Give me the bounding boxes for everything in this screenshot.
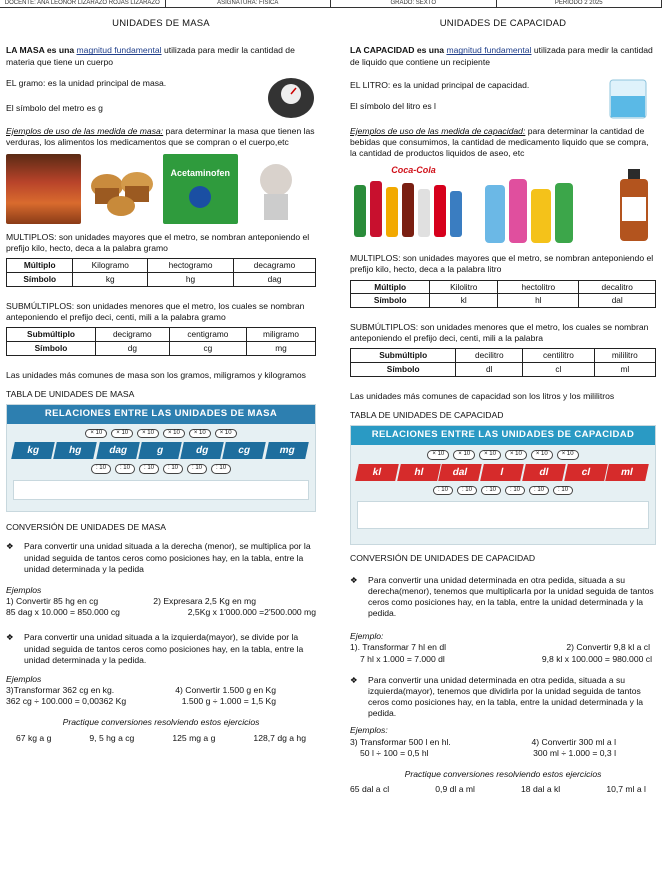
diamond-icon: ❖: [6, 541, 14, 552]
capacity-unit-row: kl hl dal l dl cl ml: [357, 464, 649, 481]
syrup-image: [612, 165, 656, 245]
capacity-banner-footer: [357, 501, 649, 529]
medicine-box-image: [163, 154, 238, 224]
capacity-div10-row: : 10 : 10 : 10 : 10 : 10 : 10: [351, 486, 655, 496]
capacity-images: [350, 165, 656, 245]
capacity-ex4-result: 300 ml ÷ 1.000 = 0,3 l: [533, 747, 616, 758]
mass-conv-title: CONVERSIÓN DE UNIDADES DE MASA: [6, 522, 166, 533]
capacity-practice-item: 65 dal a cl: [350, 784, 390, 795]
mass-x10-row: × 10 × 10 × 10 × 10 × 10 × 10: [7, 429, 315, 439]
mass-examples-label: Ejemplos: [6, 584, 42, 595]
mass-ex3: 3)Transformar 362 cg en kg.: [6, 685, 115, 696]
mass-table-title: TABLA DE UNIDADES DE MASA: [6, 389, 135, 400]
mass-conv2: ❖ Para convertir una unidad situada a la izquierda(mayor), se divide por la unidad seguida de tantos ceros como posiciones hay, en la tabla, entre la unidad determinada y la pedida.: [6, 632, 316, 670]
capacity-table-title: TABLA DE UNIDADES DE CAPACIDAD: [350, 410, 504, 421]
capacity-uses: Ejemplos de uso de las medida de capacidad: para determinar la cantidad de bebidas que consumimos, la cantidad de medicamento liquido que se compra, la cantidad de productos liquidos de aseo, etc: [350, 125, 649, 159]
mass-ex2-result: 2,5Kg x 1'000.000 =2'500.000 mg: [187, 607, 316, 618]
mass-ex1-result: 85 dag x 10.000 = 850.000 cg: [6, 607, 120, 618]
mass-practice-item: 125 mg a g: [172, 732, 216, 743]
diamond-icon-3: ❖: [350, 574, 358, 585]
capacity-multiples-text: MULTIPLOS: son unidades mayores que el metro, se nombran anteponiendo el prefijo kilo, hecto, deca a la palabra litro: [350, 253, 654, 275]
vegetables-image: [6, 154, 81, 224]
mass-relations-banner: [6, 404, 316, 512]
mass-banner-footer: [13, 480, 309, 500]
gram-symbol: El símbolo del metro es g: [6, 102, 103, 113]
capacity-ex3-result: 50 l ÷ 100 = 0,5 hl: [360, 747, 429, 758]
mass-submultiples-table: Submúltiplo decigramo centigramo miligramo Símbolo dg cg mg: [6, 327, 316, 356]
liter-def: EL LITRO: es la unidad principal de capacidad.: [350, 79, 530, 90]
capacity-magnitud-link[interactable]: magnitud fundamental: [446, 45, 532, 56]
capacity-practice-item: 0,9 dl a ml: [435, 784, 475, 795]
medicine-label: Acetaminofen: [170, 168, 230, 179]
capacity-intro: LA CAPACIDAD es una magnitud fundamental utilizada para medir la cantidad de liquido que contiene un recipiente: [350, 45, 653, 67]
mass-column: [6, 18, 316, 744]
capacity-practice-item: 10,7 ml a l: [606, 784, 646, 795]
brand-logo: Coca-Cola: [391, 165, 436, 176]
capacity-conv1: ❖ Para convertir una unidad determinada en otra pedida, situada a su derecha(menor), tenemos que multiplicarla por la unidad seguida de tantos ceros como posiciones hay, en la tabla, entre la unidad determinada y la pedida.: [350, 575, 656, 624]
header-bar: [0, 0, 662, 8]
capacity-submultiples-text: SUBMÚLTIPLOS: son unidades menores que el metro, los cuales se nombran anteponiendo el prefijo deci, centi, mili a la palabra: [350, 322, 649, 344]
capacity-ex3: 3) Transformar 500 l en hl.: [350, 736, 451, 747]
header-grade: GRADO: SEXTO: [331, 0, 497, 7]
capacity-common: Las unidades más comunes de capacidad son los litros y los mililitros: [350, 391, 615, 402]
capacity-ex2-result: 9,8 kl x 100.000 = 980.000 cl: [541, 653, 652, 664]
capacity-ex2: 2) Convertir 9,8 kl a cl: [566, 642, 650, 653]
capacity-conv2: ❖ Para convertir una unidad determinada en otra pedida, situada a su izquierda(mayor), tenemos que dividirla por la unidad seguida de tantos ceros como posiciones hay, en la tabla, entre la unidad determinada y la pedida.: [350, 675, 656, 724]
cleaning-products-image: [481, 165, 608, 245]
capacity-practice-title: Practique conversiones resolviendo estos ejercicios: [404, 768, 602, 779]
mass-title: UNIDADES DE MASA: [112, 18, 210, 29]
mass-ex4: 4) Convertir 1.500 g en Kg: [175, 685, 276, 696]
bottles-icon: [350, 177, 477, 241]
mass-examples-label-2: Ejemplos: [6, 673, 42, 684]
mass-ex2: 2) Expresara 2,5 Kg en mg: [153, 596, 256, 607]
capacity-submultiples-table: Submúltiplo decilitro centilitro mililitro Símbolo dl cl ml: [350, 348, 656, 377]
diamond-icon-2: ❖: [6, 632, 14, 643]
capacity-banner-title: RELACIONES ENTRE LAS UNIDADES DE CAPACIDAD: [351, 426, 655, 444]
header-subject: ASIGNATURA: FISICA: [166, 0, 332, 7]
capacity-example-label: Ejemplo:: [350, 631, 384, 642]
capacity-relations-banner: [350, 425, 656, 545]
mass-banner-title: RELACIONES ENTRE LAS UNIDADES DE MASA: [7, 405, 315, 423]
mass-common: Las unidades más comunes de masa son los gramos, miligramos y kilogramos: [6, 369, 306, 380]
capacity-ex1: 1). Transformar 7 hl en dl: [350, 642, 447, 653]
capacity-multiples-table: Múltiplo Kilolitro hectolitro decalitro Símbolo kl hl dal: [350, 280, 656, 309]
cleaning-bottles-icon: [481, 165, 581, 245]
medicine-logo-icon: [189, 186, 211, 208]
magnitud-link[interactable]: magnitud fundamental: [76, 45, 162, 56]
mass-ex3-result: 362 cg ÷ 100.000 = 0,00362 Kg: [6, 696, 127, 707]
liter-row: [350, 76, 656, 120]
mass-practice-item: 128,7 dg a hg: [253, 732, 306, 743]
mass-images: [6, 154, 316, 224]
capacity-examples-label: Ejemplos:: [350, 725, 388, 736]
capacity-title: UNIDADES DE CAPACIDAD: [439, 18, 567, 29]
gram-def: EL gramo: es la unidad principal de masa.: [6, 77, 167, 88]
header-teacher: DOCENTE: ANA LEONOR LIZARAZO ROJAS LIZARAZO: [0, 0, 166, 7]
mass-conv1: ❖ Para convertir una unidad situada a la derecha (menor), se multiplica por la unidad seguida de tantos ceros como posiciones hay, en la tabla, entre la unidad determinada y la pedida: [6, 541, 316, 579]
gram-row: [6, 76, 316, 120]
capacity-x10-row: × 10 × 10 × 10 × 10 × 10 × 10: [351, 450, 655, 460]
capacity-practice-item: 18 dal a kl: [521, 784, 561, 795]
scale-icon: [266, 76, 316, 120]
header-period: PERIODO 2 2025: [497, 0, 662, 7]
capacity-ex1-result: 7 hl x 1.000 = 7.000 dl: [360, 653, 445, 664]
muffins-icon: [85, 154, 160, 224]
capacity-ex4: 4) Convertir 300 ml a l: [531, 736, 616, 747]
drinks-image: [350, 165, 477, 245]
mass-div10-row: : 10 : 10 : 10 : 10 : 10 : 10: [7, 464, 315, 474]
capacity-column: [350, 18, 656, 795]
mass-practice-list: [6, 733, 316, 744]
person-icon: [242, 154, 317, 224]
liter-symbol: El símbolo del litro es l: [350, 100, 436, 111]
beaker-icon: [600, 76, 656, 120]
capacity-conv-title: CONVERSIÓN DE UNIDADES DE CAPACIDAD: [350, 553, 536, 564]
person-image: [242, 154, 317, 224]
mass-practice-item: 67 kg a g: [16, 732, 52, 743]
mass-unit-row: kg hg dag g dg cg mg: [13, 442, 309, 459]
mass-practice-title: Practique conversiones resolviendo estos ejercicios: [62, 717, 260, 728]
mass-intro: LA MASA es una magnitud fundamental utilizada para medir la cantidad de materia que tiene un cuerpo: [6, 45, 295, 67]
syrup-bottle-icon: [612, 165, 656, 245]
mass-multiples-table: Múltiplo Kilogramo hectogramo decagramo Símbolo kg hg dag: [6, 258, 316, 287]
mass-submultiples-text: SUBMÚLTIPLOS: son unidades menores que el metro, los cuales se nombran anteponiendo el prefijo deci, centi, mili a la palabra gramo: [6, 300, 305, 323]
mass-ex1: 1) Convertir 85 hg en cg: [6, 596, 99, 607]
mass-practice-item: 9, 5 hg a cg: [89, 732, 135, 743]
muffins-image: [85, 154, 160, 224]
mass-ex4-result: 1.500 g ÷ 1.000 = 1,5 Kg: [181, 696, 276, 707]
capacity-practice-list: [350, 784, 656, 795]
diamond-icon-4: ❖: [350, 674, 358, 685]
mass-multiples-text: MULTIPLOS: son unidades mayores que el metro, se nombran anteponiendo el prefijo kilo, hecto, deca a la palabra gramo: [6, 232, 310, 254]
mass-uses: Ejemplos de uso de las medida de masa: para determinar la masa que tienen las verduras, los alimentos los medicamentos que se compran o el cuerpo,etc: [6, 125, 315, 147]
